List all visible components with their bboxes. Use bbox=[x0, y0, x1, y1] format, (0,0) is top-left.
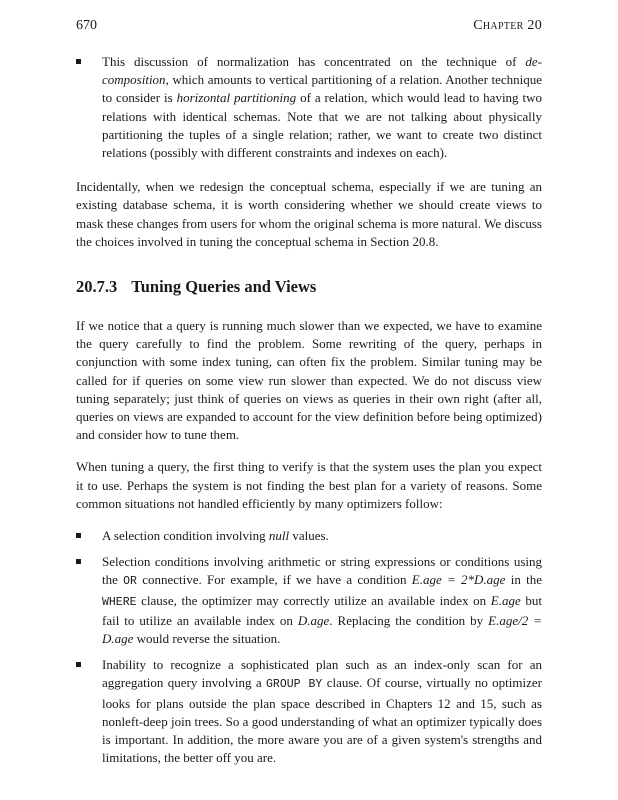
bullet-list-optimizer-situations bbox=[76, 527, 542, 767]
section-heading bbox=[76, 277, 542, 297]
running-head bbox=[76, 18, 542, 36]
square-bullet-icon bbox=[76, 59, 81, 64]
square-bullet-icon bbox=[76, 533, 81, 538]
bullet-list-top bbox=[76, 53, 542, 162]
list-item-null-values: A selection condition involving null values. bbox=[76, 527, 542, 545]
square-bullet-icon bbox=[76, 662, 81, 667]
paragraph-optimizer-plan: When tuning a query, the first thing to verify is that the system uses the plan you expect it to use. Perhaps the system is not finding the best plan for a variety of reasons. Some common situations not handled efficiently by many optimizers follow: bbox=[76, 459, 542, 511]
chapter-label: Chapter 20 bbox=[473, 18, 542, 33]
square-bullet-icon bbox=[76, 559, 81, 564]
emphasis-decomposition: de-composition bbox=[102, 54, 542, 88]
paragraph-query-tuning: If we notice that a query is running much slower than we expected, we have to examine the query carefully to find the problem. Some rewriting of the query, perhaps in conjunction with some index tuning, can often fix the problem. Similar tuning may be called for if queries on some view run slower than expected. We do not discuss view tuning separately; just think of queries on views as queries in their own right (after all, queries on views are expanded to account for the view definition before being optimized) and consider how to tune them. bbox=[76, 318, 542, 443]
list-item-sophisticated-plan: Inability to recognize a sophisticated plan such as an index-only scan for an aggregation query involving a GROUP BY clause. Of course, virtually no optimizer looks for plans outside the plan space described in Chapters 12 and 15, such as nonleft-deep join trees. So a good understanding of what an optimizer typically does is important. In addition, the more aware you are of a given system's strengths and limitations, the better off you are. bbox=[76, 656, 542, 767]
list-item-arithmetic-conditions: Selection conditions involving arithmetic or string expressions or conditions using the OR connective. For example, if we have a condition E.age = 2*D.age in the WHERE clause, the optimizer may correctly utilize an available index on E.age but fail to utilize an available index on D.age. Replacing the condition by E.age/2 = D.age would reverse the situation. bbox=[76, 553, 542, 648]
section-number: 20.7.3 bbox=[76, 277, 118, 297]
paragraph-views: Incidentally, when we redesign the conceptual schema, especially if we are tuning an existing database schema, it is worth considering whether we should create views to mask these changes from users for whom the original schema is more natural. We discuss the choices involved in tuning the conceptual schema in Section 20.8. bbox=[76, 179, 542, 249]
page-content bbox=[76, 53, 542, 768]
section-title: Tuning Queries and Views bbox=[131, 277, 317, 297]
list-item-horizontal-partitioning: This discussion of normalization has concentrated on the technique of de-composition, which amounts to vertical partitioning of a relation. Another technique to consider is horizontal partitioning of a relation, which would lead to having two relations with identical schemas. Note that we are not talking about physically partitioning the tuples of a single relation; rather, we want to create two distinct relations (possibly with different constraints and indexes on each). bbox=[76, 53, 542, 162]
page-number: 670 bbox=[76, 18, 97, 33]
emphasis-horizontal-partitioning: horizontal partitioning bbox=[176, 90, 297, 106]
